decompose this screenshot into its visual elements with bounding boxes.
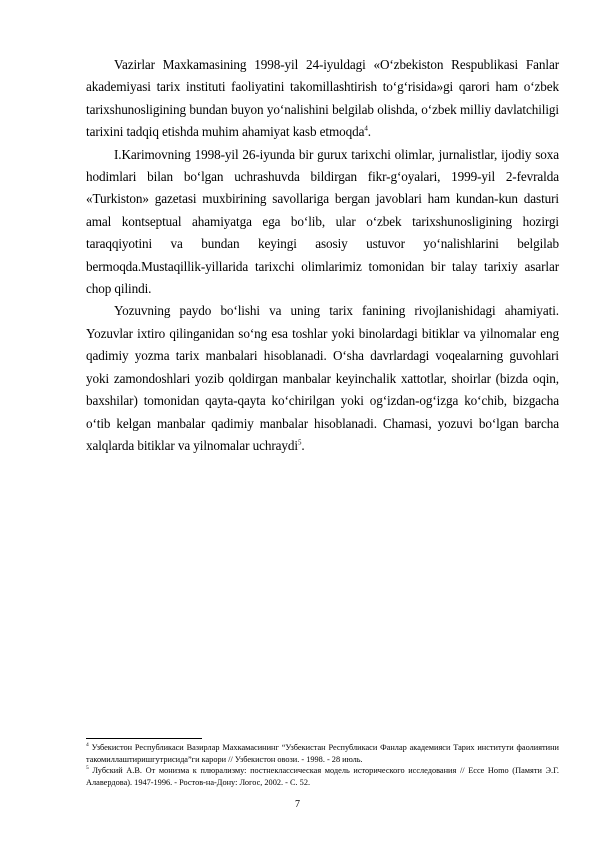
- footnote-4-number: 4: [86, 742, 89, 749]
- footnote-5-number: 5: [86, 765, 89, 772]
- footnote-4-text: Узбекистон Республикаси Вазирлар Махкамасининг “Узбекистан Республикаси Фанлар академияси Тарих институти фаолиятини такомиллаштиришгутрисида”ги карори // Узбекистон овози. - 1998. - 28 июль.: [86, 743, 559, 764]
- paragraph-2: [86, 144, 559, 301]
- footnote-ref-4[interactable]: 4: [364, 124, 368, 133]
- paragraph-2-text: I.Karimovning 1998-yil 26-iyunda bir gurux tarixchi olimlar, jurnalistlar, ijodiy soxa hodimlari bilan bo‘lgan uchrashuvda bildirgan fikr-g‘oyalari, 1999-yil 2-fevralda «Turkiston» gazetasi muxbirining savollariga bergan javoblari ham kundan-kun dasturi amal kontseptual ahamiyatga ega bo‘lib, ular o‘zbek tarixshunosligining hozirgi taraqqiyotini va bundan keyingi asosiy ustuvor yo‘nalishlarini belgilab bermoqda.Mustaqillik-yillarida tarixchi olimlarimiz tomonidan bir talay tarixiy asarlar chop qilindi.: [86, 146, 559, 297]
- paragraph-1-end: .: [367, 124, 371, 140]
- body-text: [86, 54, 559, 457]
- page-number: 7: [295, 799, 300, 810]
- footnotes: [86, 738, 559, 788]
- paragraph-3: [86, 300, 559, 457]
- paragraph-1: [86, 54, 559, 144]
- footnote-5-text: Лубский А.В. От монизма к плюрализму: постнеклассическая модель исторического исследования // Ecce Homo (Памяти Э.Г. Алавердова). 1947-1996. - Ростов-на-Дону: Логос, 2002. - С. 52.: [86, 766, 559, 787]
- footnote-ref-5[interactable]: 5: [297, 438, 302, 447]
- footnote-separator: [86, 738, 202, 739]
- paragraph-3-end: .: [301, 437, 305, 453]
- paragraph-1-text: Vazirlar Maxkamasining 1998-yil 24-iyuldagi «O‘zbekiston Respublikasi Fanlar akademiyasi tarix instituti faoliyatini takomillashtirish to‘g‘risida»gi qarori ham o‘zbek tarixshunosligining bundan buyon yo‘nalishini belgilab olishda, o‘zbek milliy davlatchiligi tarixini tadqiq etishda muhim ahamiyat kasb etmoqda: [86, 57, 559, 140]
- paragraph-3-text: Yozuvning paydo bo‘lishi va uning tarix fanining rivojlanishidagi ahamiyati. Yozuvlar ixtiro qilinganidan so‘ng esa toshlar yoki binolardagi bitiklar va yilnomalar eng qadimiy yozma tarix manbalari hisoblanadi. O‘sha davrlardagi voqealarning guvohlari yoki zamondoshlari yozib qoldirgan manbalar keyinchalik xattotlar, shoirlar (bizda oqin, baxshilar) tomonidan qayta-qayta ko‘chirilgan yoki og‘izdan-og‘izga ko‘chib, bizgacha o‘tib kelgan manbalar qadimiy manbalar hisoblanadi. Chamasi, yozuvi bo‘lgan barcha xalqlarda bitiklar va yilnomalar uchraydi: [86, 303, 559, 453]
- footnote-5: [86, 765, 559, 788]
- footnote-4: [86, 742, 559, 765]
